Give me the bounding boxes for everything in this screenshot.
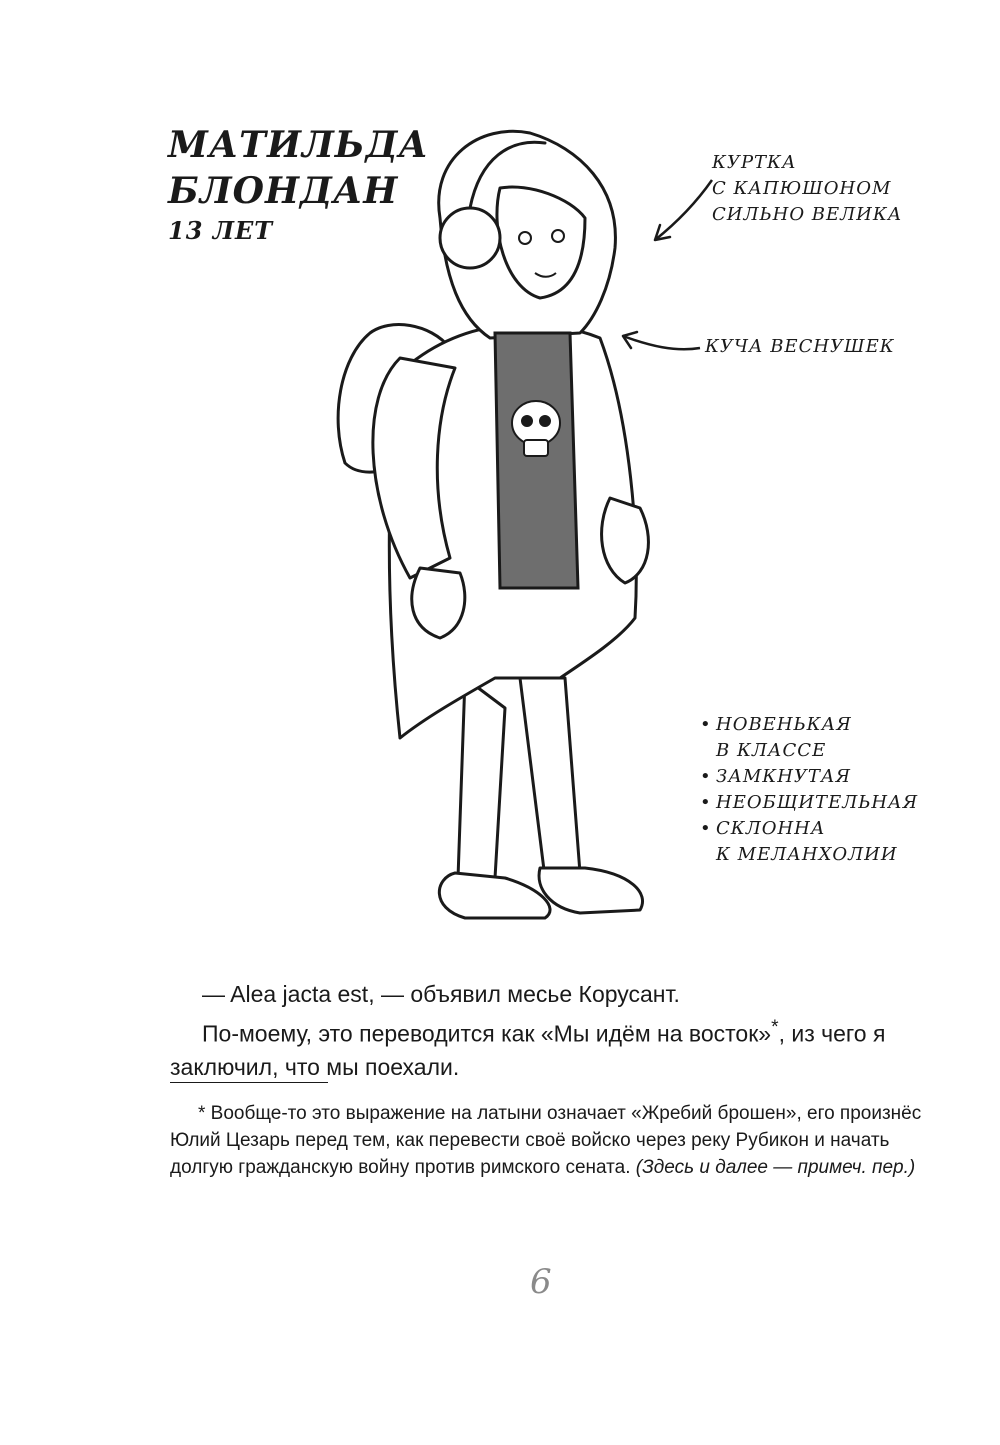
bullet-icon: • — [700, 714, 712, 735]
tshirt — [495, 333, 578, 588]
girl-in-hooded-jacket-illustration — [330, 118, 670, 933]
body-paragraph-tail: , из чего я заключил, что мы поехали. — [170, 1020, 886, 1080]
character-first-name: МАТИЛЬДА — [168, 124, 429, 166]
jacket-note-line: СИЛЬНО ВЕЛИКА — [712, 204, 903, 225]
translator-note: (Здесь и далее — примеч. пер.) — [635, 1157, 916, 1178]
right-leg — [520, 678, 580, 878]
left-leg — [458, 678, 505, 878]
trait-text: НОВЕНЬКАЯ — [716, 714, 852, 735]
trait-text-continued: В КЛАССЕ — [716, 740, 827, 761]
freckles-annotation: КУЧА ВЕСНУШЕК — [705, 336, 895, 357]
footnote-text: * Вообще-то это выражение на латыни означает «Жребий брошен», его произнёс Юлий Цезарь перед тем, как перевести своё войско через реку Рубикон и начать долгую гражданскую войну против римского сената. — [170, 1103, 922, 1178]
body-text — [170, 978, 930, 1084]
page-number: 6 — [530, 1262, 552, 1302]
body-paragraph-main: По-моему, это переводится как «Мы идём на восток» — [202, 1020, 772, 1047]
jacket-annotation — [712, 150, 902, 228]
trait-text-continued: К МЕЛАНХОЛИИ — [716, 844, 898, 865]
trait-item — [700, 764, 918, 790]
body-paragraph: — Alea jacta est, — объявил месье Корусант. — [202, 981, 680, 1007]
footnote-marker: * — [771, 1017, 779, 1038]
jacket-note-line: КУРТКА — [712, 152, 797, 173]
trait-item — [700, 712, 918, 764]
trait-text: ЗАМКНУТАЯ — [716, 766, 852, 787]
bullet-icon: • — [700, 792, 712, 813]
footnote — [170, 1100, 930, 1181]
trait-text: НЕОБЩИТЕЛЬНАЯ — [716, 792, 919, 813]
jacket-note-line: С КАПЮШОНОМ — [712, 178, 892, 199]
headphone-ear — [440, 208, 500, 268]
footnote-divider — [170, 1082, 328, 1083]
trait-text: СКЛОННА — [716, 818, 826, 839]
bullet-icon: • — [700, 818, 712, 839]
bullet-icon: • — [700, 766, 712, 787]
character-age: 13 ЛЕТ — [168, 216, 274, 245]
right-shoe — [539, 868, 642, 913]
character-last-name: БЛОНДАН — [168, 170, 399, 212]
left-shoe — [439, 873, 550, 918]
trait-item — [700, 790, 918, 816]
traits-list — [700, 712, 918, 868]
trait-item — [700, 816, 918, 868]
body-paragraph — [170, 1011, 930, 1084]
footnote-paragraph — [170, 1100, 930, 1181]
